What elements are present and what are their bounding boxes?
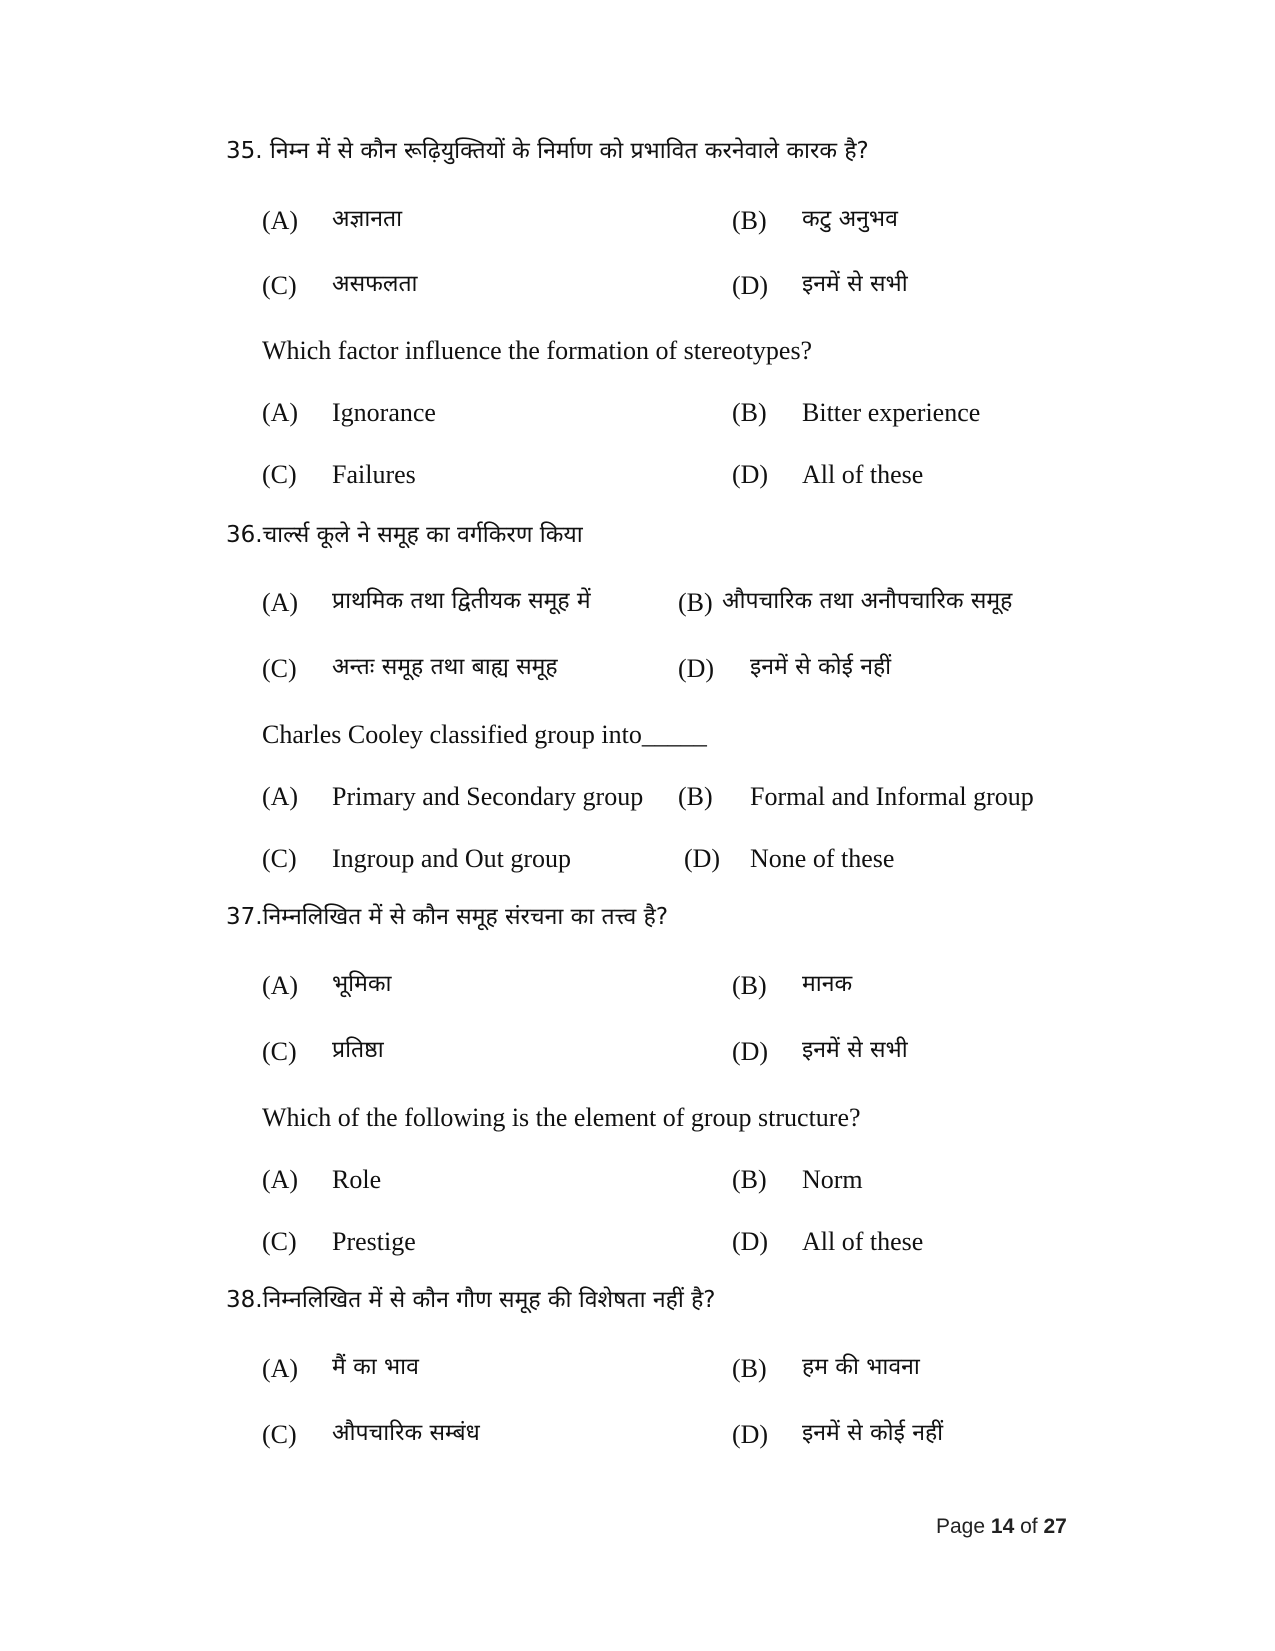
q37-hi-option-c-label: (C): [262, 1037, 297, 1066]
question-38-hindi: 38.निम्नलिखित में से कौन गौण समूह की विशेषता नहीं है?: [226, 1287, 716, 1313]
question-35-hindi: 35. निम्न में से कौन रूढ़ियुक्तियों के निर्माण को प्रभावित करनेवाले कारक है?: [226, 138, 869, 164]
q37-hi-option-d-label: (D): [732, 1037, 769, 1066]
question-36-hindi: 36.चार्ल्स कूले ने समूह का वर्गकिरण किया: [226, 522, 583, 548]
q37-en-option-d-label: (D): [732, 1227, 769, 1256]
q35-en-option-d-text: All of these: [802, 460, 924, 489]
current-page-number: 14: [990, 1515, 1015, 1538]
q35-en-option-a-text: Ignorance: [332, 398, 436, 427]
q38-hi-option-c-label: (C): [262, 1420, 297, 1449]
q38-hi-option-c-text: औपचारिक सम्बंध: [332, 1420, 480, 1446]
q37-en-option-b-label: (B): [732, 1165, 767, 1194]
page-word: Page: [936, 1515, 986, 1538]
q36-hi-option-a-text: प्राथमिक तथा द्वितीयक समूह में: [332, 588, 591, 614]
question-37-english: Which of the following is the element of group structure?: [262, 1103, 861, 1132]
q37-en-option-a-label: (A): [262, 1165, 299, 1194]
q36-en-option-a-text: Primary and Secondary group: [332, 782, 644, 811]
q35-hi-option-b-text: कटु अनुभव: [802, 206, 898, 232]
q37-hi-option-b-label: (B): [732, 971, 767, 1000]
q36-hi-option-a-label: (A): [262, 588, 299, 617]
q37-en-option-d-text: All of these: [802, 1227, 924, 1256]
q35-hi-option-b-label: (B): [732, 206, 767, 235]
q35-hi-option-d-label: (D): [732, 271, 769, 300]
q36-en-option-b-text: Formal and Informal group: [750, 782, 1034, 811]
q37-en-option-b-text: Norm: [802, 1165, 863, 1194]
q38-hi-option-a-label: (A): [262, 1354, 299, 1383]
q35-en-option-c-label: (C): [262, 460, 297, 489]
q36-en-option-b-label: (B): [678, 782, 713, 811]
q38-hi-option-a-text: मैं का भाव: [332, 1354, 419, 1380]
q36-hi-option-b-text: औपचारिक तथा अनौपचारिक समूह: [722, 588, 1013, 614]
q37-en-option-a-text: Role: [332, 1165, 382, 1194]
q37-hi-option-c-text: प्रतिष्ठा: [332, 1037, 384, 1063]
q35-en-option-a-label: (A): [262, 398, 299, 427]
q35-en-option-b-label: (B): [732, 398, 767, 427]
q35-hi-option-c-text: असफलता: [332, 271, 418, 297]
q36-en-option-d-label: (D): [684, 844, 721, 873]
q37-en-option-c-text: Prestige: [332, 1227, 416, 1256]
q36-hi-option-d-text: इनमें से कोई नहीं: [750, 654, 892, 680]
q35-hi-option-a-text: अज्ञानता: [332, 206, 403, 232]
q35-hi-option-d-text: इनमें से सभी: [802, 271, 908, 297]
of-word: of: [1020, 1515, 1038, 1538]
q38-hi-option-d-text: इनमें से कोई नहीं: [802, 1420, 944, 1446]
q36-en-option-d-text: None of these: [750, 844, 895, 873]
q38-hi-option-b-label: (B): [732, 1354, 767, 1383]
q36-en-option-a-label: (A): [262, 782, 299, 811]
q37-hi-option-a-text: भूमिका: [332, 971, 392, 997]
q35-hi-option-c-label: (C): [262, 271, 297, 300]
question-35-english: Which factor influence the formation of stereotypes?: [262, 336, 813, 365]
q36-hi-option-b-label: (B): [678, 588, 713, 617]
q36-hi-option-d-label: (D): [678, 654, 715, 683]
q38-hi-option-d-label: (D): [732, 1420, 769, 1449]
q37-hi-option-a-label: (A): [262, 971, 299, 1000]
q35-en-option-c-text: Failures: [332, 460, 416, 489]
q35-hi-option-a-label: (A): [262, 206, 299, 235]
page-number-footer: [936, 1516, 1067, 1537]
q37-en-option-c-label: (C): [262, 1227, 297, 1256]
q38-hi-option-b-text: हम की भावना: [802, 1354, 920, 1380]
question-36-english: Charles Cooley classified group into_____: [262, 720, 707, 749]
question-37-hindi: 37.निम्नलिखित में से कौन समूह संरचना का तत्त्व है?: [226, 904, 669, 930]
q37-hi-option-d-text: इनमें से सभी: [802, 1037, 908, 1063]
q35-en-option-d-label: (D): [732, 460, 769, 489]
q36-hi-option-c-label: (C): [262, 654, 297, 683]
total-pages: 27: [1043, 1515, 1067, 1538]
q36-en-option-c-text: Ingroup and Out group: [332, 844, 572, 873]
q35-en-option-b-text: Bitter experience: [802, 398, 981, 427]
q36-en-option-c-label: (C): [262, 844, 297, 873]
q36-hi-option-c-text: अन्तः समूह तथा बाह्य समूह: [332, 654, 558, 680]
q37-hi-option-b-text: मानक: [802, 971, 853, 997]
